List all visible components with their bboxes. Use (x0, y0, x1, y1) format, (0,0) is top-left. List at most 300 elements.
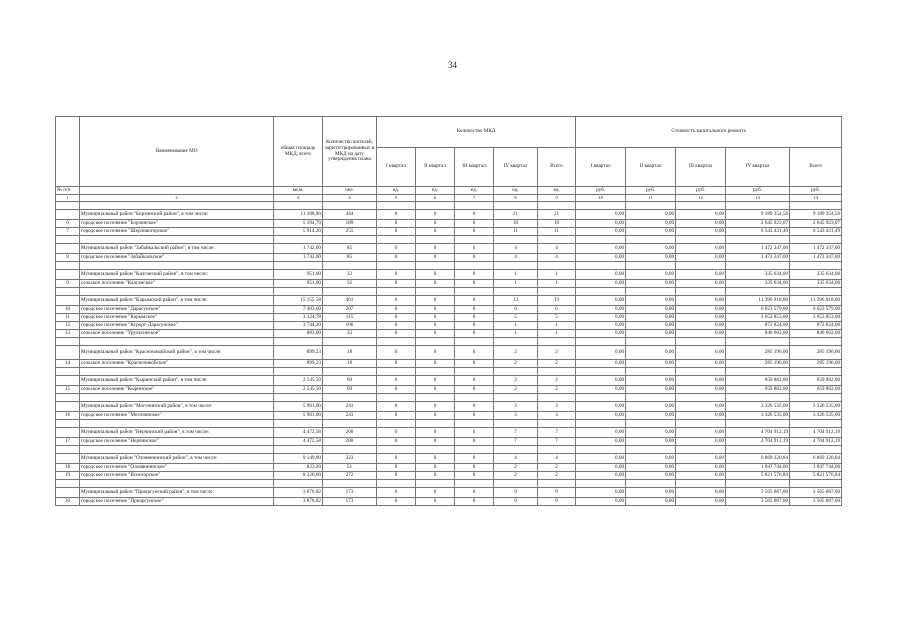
spacer-cell (790, 202, 842, 210)
residents-value: 18 (323, 360, 377, 368)
mkd-q1: 0 (377, 228, 416, 236)
mkd-q1: 0 (377, 472, 416, 480)
row-number (56, 488, 80, 498)
cost-q2: 0,00 (626, 386, 676, 394)
cost-q3: 0,00 (676, 412, 726, 420)
spacer-cell (790, 446, 842, 454)
district-total-row (56, 428, 842, 438)
cost-q1: 0,00 (576, 386, 626, 394)
cost-q1: 0,00 (576, 220, 626, 228)
cost-q1: 0,00 (576, 428, 626, 438)
cost-q1: 0,00 (576, 254, 626, 262)
spacer-cell (323, 480, 377, 488)
spacer-row (56, 446, 842, 454)
mkd-q3: 0 (455, 270, 494, 280)
area-value: 3 876,82 (274, 488, 323, 498)
mkd-total: 7 (538, 438, 576, 446)
residents-value: 200 (323, 428, 377, 438)
cost-q2: 0,00 (626, 296, 676, 306)
mkd-q3: 0 (455, 376, 494, 386)
cost-q3: 0,00 (676, 228, 726, 236)
header-cost-quarter: II квартал (626, 148, 676, 187)
mkd-q1: 0 (377, 386, 416, 394)
spacer-cell (455, 420, 494, 428)
table-row (56, 314, 842, 322)
spacer-cell (576, 262, 626, 270)
cost-q4: 872 824,00 (726, 322, 790, 330)
cost-total: 1 047 744,00 (790, 464, 842, 472)
mkd-q4: 10 (494, 220, 538, 228)
unit-cell: ед. (494, 187, 538, 195)
residents-value: 323 (323, 454, 377, 464)
cost-q2: 0,00 (626, 454, 676, 464)
residents-value: 272 (323, 472, 377, 480)
cost-q2: 0,00 (626, 244, 676, 254)
mkd-q1: 0 (377, 402, 416, 412)
cost-q1: 0,00 (576, 438, 626, 446)
residents-value: 18 (323, 346, 377, 360)
cost-q1: 0,00 (576, 280, 626, 288)
row-number (56, 376, 80, 386)
row-number: 9 (56, 280, 80, 288)
spacer-cell (494, 420, 538, 428)
spacer-cell (726, 338, 790, 346)
mo-name: городское поселение "Могочинское" (80, 412, 274, 420)
residents-value: 85 (323, 244, 377, 254)
mkd-total: 4 (538, 254, 576, 262)
cost-q1: 0,00 (576, 306, 626, 314)
mkd-total: 11 (538, 228, 576, 236)
cost-q2: 0,00 (626, 488, 676, 498)
cost-total: 3 565 087,00 (790, 488, 842, 498)
unit-cell: руб. (726, 187, 790, 195)
header-mkd-quarter: II квартал (416, 148, 455, 187)
cost-q4: 1 472 347,00 (726, 254, 790, 262)
header-mkd-quarter: Всего (538, 148, 576, 187)
cost-q1: 0,00 (576, 454, 626, 464)
units-row (56, 187, 842, 195)
mkd-q3: 0 (455, 386, 494, 394)
area-value: 4 472,58 (274, 428, 323, 438)
spacer-cell (80, 420, 274, 428)
cost-q3: 0,00 (676, 402, 726, 412)
mkd-q4: 2 (494, 464, 538, 472)
spacer-cell (80, 446, 274, 454)
cost-q2: 0,00 (626, 210, 676, 220)
cost-total: 5 821 576,84 (790, 472, 842, 480)
mkd-q1: 0 (377, 314, 416, 322)
spacer-cell (323, 288, 377, 296)
table-row (56, 306, 842, 314)
spacer-cell (323, 236, 377, 244)
spacer-cell (455, 202, 494, 210)
residents-value: 32 (323, 280, 377, 288)
cost-total: 335 634,00 (790, 270, 842, 280)
mo-name: городское поселение "Оловяннинское" (80, 464, 274, 472)
cost-q3: 0,00 (676, 270, 726, 280)
residents-value: 173 (323, 498, 377, 506)
mkd-total: 2 (538, 464, 576, 472)
spacer-cell (576, 338, 626, 346)
cost-q4: 285 196,00 (726, 346, 790, 360)
cost-q4: 3 565 087,00 (726, 488, 790, 498)
row-number (56, 402, 80, 412)
table-body (56, 187, 842, 506)
mkd-q4: 1 (494, 280, 538, 288)
mkd-q3: 0 (455, 488, 494, 498)
spacer-cell (56, 368, 80, 376)
mo-name: Муниципальный район "Приаргунский район", в том числе: (80, 488, 274, 498)
spacer-cell (274, 368, 323, 376)
spacer-cell (80, 236, 274, 244)
row-number: 16 (56, 412, 80, 420)
cost-q3: 0,00 (676, 220, 726, 228)
spacer-cell (455, 338, 494, 346)
cost-q3: 0,00 (676, 376, 726, 386)
spacer-cell (80, 368, 274, 376)
mkd-q2: 0 (416, 210, 455, 220)
mkd-total: 5 (538, 314, 576, 322)
spacer-cell (726, 420, 790, 428)
cost-q3: 0,00 (676, 454, 726, 464)
cost-q4: 9 189 354,56 (726, 210, 790, 220)
cost-q3: 0,00 (676, 498, 726, 506)
mkd-q4: 9 (494, 498, 538, 506)
mo-name: городское поселение "Курорт-Дарасунское" (80, 322, 274, 330)
cost-q4: 4 704 912,19 (726, 428, 790, 438)
spacer-cell (56, 420, 80, 428)
mkd-q2: 0 (416, 386, 455, 394)
mkd-q4: 2 (494, 376, 538, 386)
area-value: 3 124,78 (274, 314, 323, 322)
spacer-cell (726, 262, 790, 270)
mo-name: городское поселение "Ясногорское" (80, 472, 274, 480)
spacer-cell (56, 202, 80, 210)
residents-value: 255 (323, 228, 377, 236)
district-total-row (56, 402, 842, 412)
cost-q2: 0,00 (626, 464, 676, 472)
mo-name: городское поселение "Шерловогорское" (80, 228, 274, 236)
row-number: 20 (56, 498, 80, 506)
residents-value: 115 (323, 314, 377, 322)
district-total-row (56, 454, 842, 464)
mkd-q1: 0 (377, 498, 416, 506)
mkd-total: 4 (538, 244, 576, 254)
spacer-row (56, 262, 842, 270)
spacer-cell (56, 236, 80, 244)
table-row (56, 280, 842, 288)
district-total-row (56, 376, 842, 386)
mkd-q1: 0 (377, 330, 416, 338)
cost-q2: 0,00 (626, 360, 676, 368)
cost-total: 846 662,00 (790, 330, 842, 338)
spacer-cell (455, 236, 494, 244)
cost-q2: 0,00 (626, 330, 676, 338)
row-number: 10 (56, 306, 80, 314)
spacer-cell (56, 394, 80, 402)
spacer-cell (494, 202, 538, 210)
spacer-cell (274, 288, 323, 296)
spacer-row (56, 420, 842, 428)
mkd-q2: 0 (416, 228, 455, 236)
row-number (56, 296, 80, 306)
mkd-q4: 3 (494, 412, 538, 420)
spacer-cell (676, 202, 726, 210)
mo-name: сельское поселение "Кыринское" (80, 386, 274, 394)
cost-q4: 1 047 744,00 (726, 464, 790, 472)
cost-total: 6 543 431,49 (790, 228, 842, 236)
area-value: 5 901,00 (274, 412, 323, 420)
mkd-q3: 0 (455, 472, 494, 480)
residents-value: 189 (323, 220, 377, 228)
mo-name: Муниципальный район "Могочинский район", в том числе: (80, 402, 274, 412)
cost-q3: 0,00 (676, 254, 726, 262)
spacer-cell (576, 236, 626, 244)
area-value: 11 108,90 (274, 210, 323, 220)
cost-total: 2 645 923,07 (790, 220, 842, 228)
spacer-cell (455, 446, 494, 454)
mkd-total: 9 (538, 488, 576, 498)
cost-total: 6 869 320,84 (790, 454, 842, 464)
mkd-q3: 0 (455, 254, 494, 262)
area-value: 5 901,00 (274, 402, 323, 412)
spacer-cell (726, 394, 790, 402)
spacer-cell (538, 288, 576, 296)
residents-value: 69 (323, 376, 377, 386)
column-number: 13 (726, 195, 790, 202)
mkd-q3: 0 (455, 306, 494, 314)
cost-total: 11 396 918,00 (790, 296, 842, 306)
mkd-total: 9 (538, 498, 576, 506)
spacer-cell (576, 420, 626, 428)
spacer-cell (377, 446, 416, 454)
area-value: 2 545,50 (274, 376, 323, 386)
spacer-cell (377, 288, 416, 296)
spacer-cell (790, 236, 842, 244)
mkd-total: 2 (538, 346, 576, 360)
spacer-cell (626, 202, 676, 210)
mkd-q2: 0 (416, 454, 455, 464)
cost-q1: 0,00 (576, 270, 626, 280)
spacer-row (56, 368, 842, 376)
cost-total: 6 023 579,00 (790, 306, 842, 314)
header-no (56, 117, 80, 187)
residents-value: 444 (323, 210, 377, 220)
header-cost-quarter: IV квартал (726, 148, 790, 187)
unit-cell: ед. (416, 187, 455, 195)
mkd-q3: 0 (455, 228, 494, 236)
mkd-q3: 0 (455, 330, 494, 338)
cost-total: 285 196,00 (790, 360, 842, 368)
spacer-cell (494, 262, 538, 270)
column-number: 2 (80, 195, 274, 202)
mkd-q3: 0 (455, 314, 494, 322)
mkd-q2: 0 (416, 376, 455, 386)
mo-name: Муниципальный район "Нерчинский район", в том числе: (80, 428, 274, 438)
cost-total: 4 704 912,19 (790, 428, 842, 438)
spacer-cell (676, 262, 726, 270)
mkd-total: 2 (538, 386, 576, 394)
mo-name: сельское поселение "Красночикойское" (80, 360, 274, 368)
spacer-cell (455, 368, 494, 376)
cost-total: 1 472 347,00 (790, 244, 842, 254)
table-row (56, 254, 842, 262)
row-number (56, 346, 80, 360)
area-value: 2 545,50 (274, 386, 323, 394)
cost-q2: 0,00 (626, 306, 676, 314)
spacer-cell (494, 236, 538, 244)
spacer-cell (377, 368, 416, 376)
mkd-q4: 1 (494, 330, 538, 338)
table-row (56, 228, 842, 236)
table-row (56, 322, 842, 330)
cost-q1: 0,00 (576, 330, 626, 338)
cost-q2: 0,00 (626, 412, 676, 420)
cost-total: 3 653 853,00 (790, 314, 842, 322)
cost-q4: 6 869 320,84 (726, 454, 790, 464)
spacer-cell (416, 420, 455, 428)
cost-q1: 0,00 (576, 228, 626, 236)
mo-name: Муниципальный район "Карымский район", в том числе: (80, 296, 274, 306)
area-value: 5 194,70 (274, 220, 323, 228)
spacer-cell (455, 288, 494, 296)
cost-q2: 0,00 (626, 254, 676, 262)
cost-q3: 0,00 (676, 488, 726, 498)
spacer-cell (80, 480, 274, 488)
row-number: 6 (56, 220, 80, 228)
cost-q2: 0,00 (626, 270, 676, 280)
unit-cell: руб. (576, 187, 626, 195)
spacer-cell (626, 394, 676, 402)
cost-q1: 0,00 (576, 296, 626, 306)
spacer-row (56, 288, 842, 296)
cost-q1: 0,00 (576, 322, 626, 330)
mkd-q3: 0 (455, 296, 494, 306)
table-row (56, 412, 842, 420)
cost-q4: 335 634,00 (726, 270, 790, 280)
mo-name: городское поселение "Дарасунское" (80, 306, 274, 314)
table-row (56, 360, 842, 368)
cost-total: 9 189 354,56 (790, 210, 842, 220)
spacer-cell (576, 202, 626, 210)
page-number: 34 (448, 60, 457, 70)
column-number: 7 (455, 195, 494, 202)
mkd-q4: 13 (494, 296, 538, 306)
column-number: 9 (538, 195, 576, 202)
cost-q1: 0,00 (576, 412, 626, 420)
spacer-cell (274, 202, 323, 210)
cost-q2: 0,00 (626, 322, 676, 330)
residents-value: 207 (323, 306, 377, 314)
column-number: 6 (416, 195, 455, 202)
district-total-row (56, 244, 842, 254)
mkd-total: 4 (538, 454, 576, 464)
spacer-cell (416, 480, 455, 488)
mkd-q4: 3 (494, 402, 538, 412)
spacer-cell (626, 480, 676, 488)
cost-q4: 4 704 912,19 (726, 438, 790, 446)
header-name: Наименование МО (80, 117, 274, 187)
spacer-cell (538, 446, 576, 454)
mkd-q1: 0 (377, 412, 416, 420)
cost-total: 335 634,00 (790, 280, 842, 288)
column-number: 10 (576, 195, 626, 202)
district-total-row (56, 210, 842, 220)
header-cost-quarter: Всего (790, 148, 842, 187)
spacer-cell (377, 420, 416, 428)
area-value: 1 742,00 (274, 254, 323, 262)
spacer-cell (726, 446, 790, 454)
mkd-total: 1 (538, 270, 576, 280)
column-numbers-row (56, 195, 842, 202)
area-value: 5 914,20 (274, 228, 323, 236)
mkd-total: 13 (538, 296, 576, 306)
table-row (56, 464, 842, 472)
mkd-total: 6 (538, 306, 576, 314)
spacer-cell (274, 394, 323, 402)
spacer-cell (494, 394, 538, 402)
spacer-cell (323, 368, 377, 376)
cost-q1: 0,00 (576, 346, 626, 360)
mkd-q4: 5 (494, 314, 538, 322)
area-value: 9 149,80 (274, 454, 323, 464)
area-value: 8 326,60 (274, 472, 323, 480)
spacer-cell (494, 480, 538, 488)
mkd-q2: 0 (416, 244, 455, 254)
spacer-cell (274, 236, 323, 244)
spacer-cell (676, 368, 726, 376)
spacer-row (56, 394, 842, 402)
mkd-q3: 0 (455, 464, 494, 472)
mo-name: городское поселение "Приаргунское" (80, 498, 274, 506)
cost-q4: 1 472 347,00 (726, 244, 790, 254)
spacer-cell (377, 202, 416, 210)
spacer-cell (626, 368, 676, 376)
mkd-q4: 2 (494, 360, 538, 368)
cost-q3: 0,00 (676, 346, 726, 360)
cost-total: 3 326 535,00 (790, 412, 842, 420)
residents-value: 241 (323, 402, 377, 412)
spacer-cell (494, 368, 538, 376)
spacer-cell (538, 420, 576, 428)
unit-cell: руб. (790, 187, 842, 195)
residents-value: 32 (323, 270, 377, 280)
spacer-cell (626, 338, 676, 346)
mkd-q2: 0 (416, 488, 455, 498)
table-header (56, 117, 842, 187)
spacer-cell (576, 394, 626, 402)
mkd-q1: 0 (377, 438, 416, 446)
mkd-total: 1 (538, 322, 576, 330)
cost-q3: 0,00 (676, 210, 726, 220)
district-total-row (56, 296, 842, 306)
row-number (56, 244, 80, 254)
spacer-cell (494, 338, 538, 346)
cost-q4: 3 326 535,00 (726, 402, 790, 412)
cost-q4: 335 634,00 (726, 280, 790, 288)
cost-q1: 0,00 (576, 210, 626, 220)
cost-q2: 0,00 (626, 428, 676, 438)
spacer-cell (80, 338, 274, 346)
cost-q2: 0,00 (626, 314, 676, 322)
mkd-total: 10 (538, 220, 576, 228)
spacer-cell (538, 262, 576, 270)
mkd-q4: 4 (494, 454, 538, 464)
spacer-cell (626, 236, 676, 244)
row-number: 19 (56, 472, 80, 480)
area-value: 3 744,20 (274, 322, 323, 330)
header-mkd-quarter: IV квартал (494, 148, 538, 187)
